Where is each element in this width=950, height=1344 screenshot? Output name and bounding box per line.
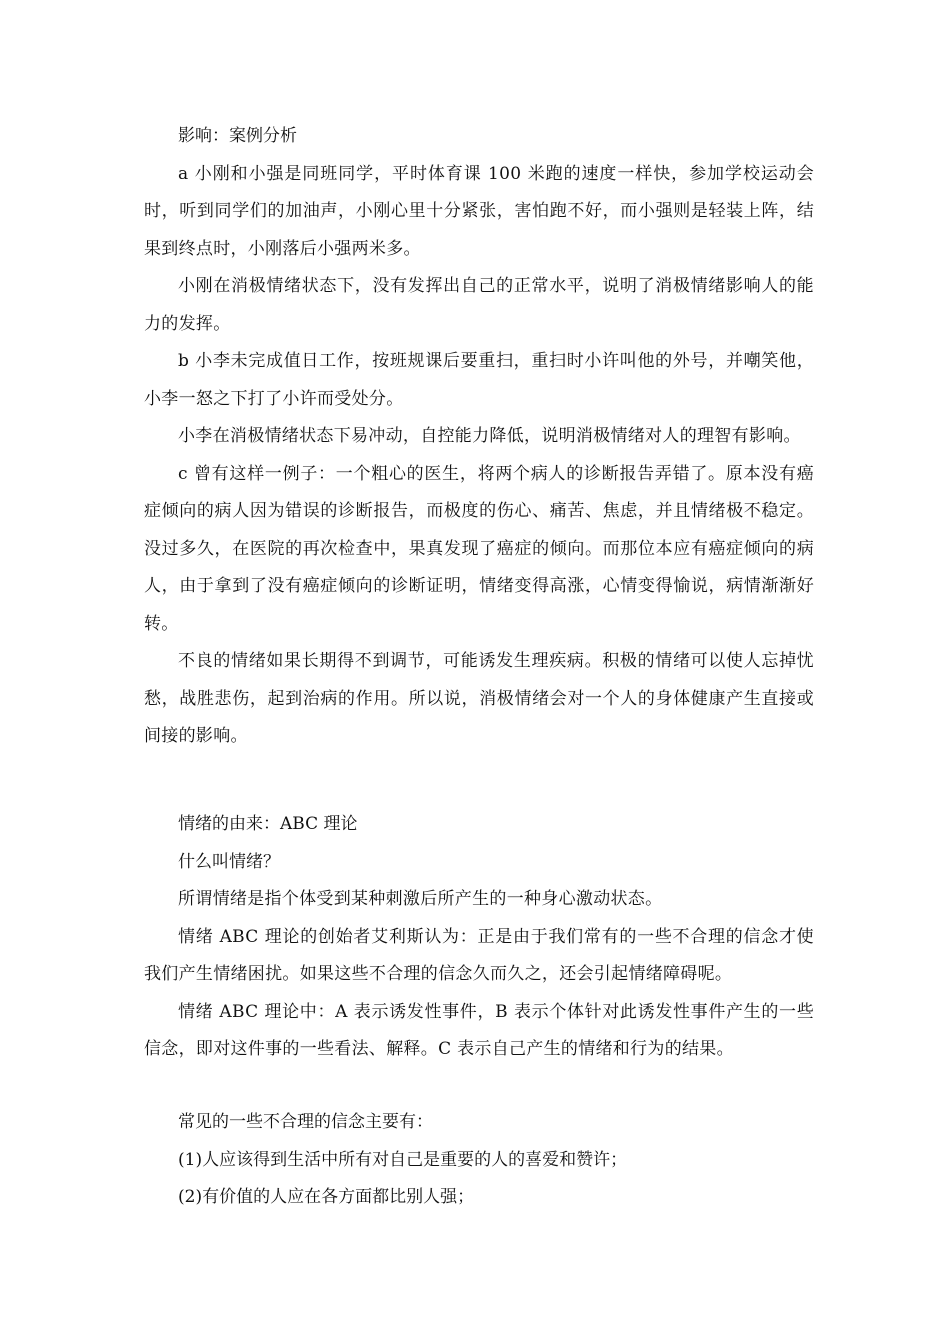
case-c-analysis: 不良的情绪如果长期得不到调节，可能诱发生理疾病。积极的情绪可以使人忘掉忧愁，战胜悲伤，起到治病的作用。所以说，消极情绪会对一个人的身体健康产生直接或间接的影响。 <box>144 651 814 746</box>
section-emotion-impact <box>144 118 814 756</box>
section-irrational-beliefs <box>144 1104 814 1217</box>
abc-explanation-paragraph: 情绪 ABC 理论中：A 表示诱发性事件，B 表示个体针对此诱发性事件产生的一些信念，即对这件事的一些看法、解释。C 表示自己产生的情绪和行为的结果。 <box>144 1001 814 1059</box>
list-item: (1)人应该得到生活中所有对自己是重要的人的喜爱和赞许； <box>178 1149 628 1170</box>
section-heading: 常见的一些不合理的信念主要有： <box>178 1112 433 1132</box>
question-line: 什么叫情绪？ <box>178 851 280 872</box>
case-b-paragraph: b 小李未完成值日工作，按班规课后要重扫，重扫时小许叫他的外号，并嘲笑他，小李一怒之下打了小许而受处分。 <box>144 351 814 409</box>
section-heading: 影响：案例分析 <box>178 126 297 146</box>
list-item: (2)有价值的人应在各方面都比别人强； <box>178 1187 475 1207</box>
ellis-paragraph: 情绪 ABC 理论的创始者艾利斯认为：正是由于我们常有的一些不合理的信念才使我们产生情绪困扰。如果这些不合理的信念久而久之，还会引起情绪障碍呢。 <box>144 926 814 984</box>
case-b-analysis: 小李在消极情绪状态下易冲动，自控能力降低，说明消极情绪对人的理智有影响。 <box>178 426 801 446</box>
case-a-paragraph: a 小刚和小强是同班同学，平时体育课 100 米跑的速度一样快，参加学校运动会时，听到同学们的加油声，小刚心里十分紧张，害怕跑不好，而小强则是轻装上阵，结果到终点时，小刚落后小强两米多。 <box>144 163 814 259</box>
definition-paragraph: 所谓情绪是指个体受到某种刺激后所产生的一种身心激动状态。 <box>178 889 663 909</box>
section-abc-theory <box>144 806 814 1069</box>
case-c-paragraph: c 曾有这样一例子：一个粗心的医生，将两个病人的诊断报告弄错了。原本没有癌症倾向的病人因为错误的诊断报告，而极度的伤心、痛苦、焦虑，并且情绪极不稳定。没过多久，在医院的再次检查中，果真发现了癌症的倾向。而那位本应有癌症倾向的病人，由于拿到了没有癌症倾向的诊断证明，情绪变得高涨，心情变得愉说，病情渐渐好转。 <box>144 463 814 634</box>
section-heading: 情绪的由来：ABC 理论 <box>178 814 358 834</box>
case-a-analysis: 小刚在消极情绪状态下，没有发挥出自己的正常水平，说明了消极情绪影响人的能力的发挥。 <box>144 276 814 334</box>
